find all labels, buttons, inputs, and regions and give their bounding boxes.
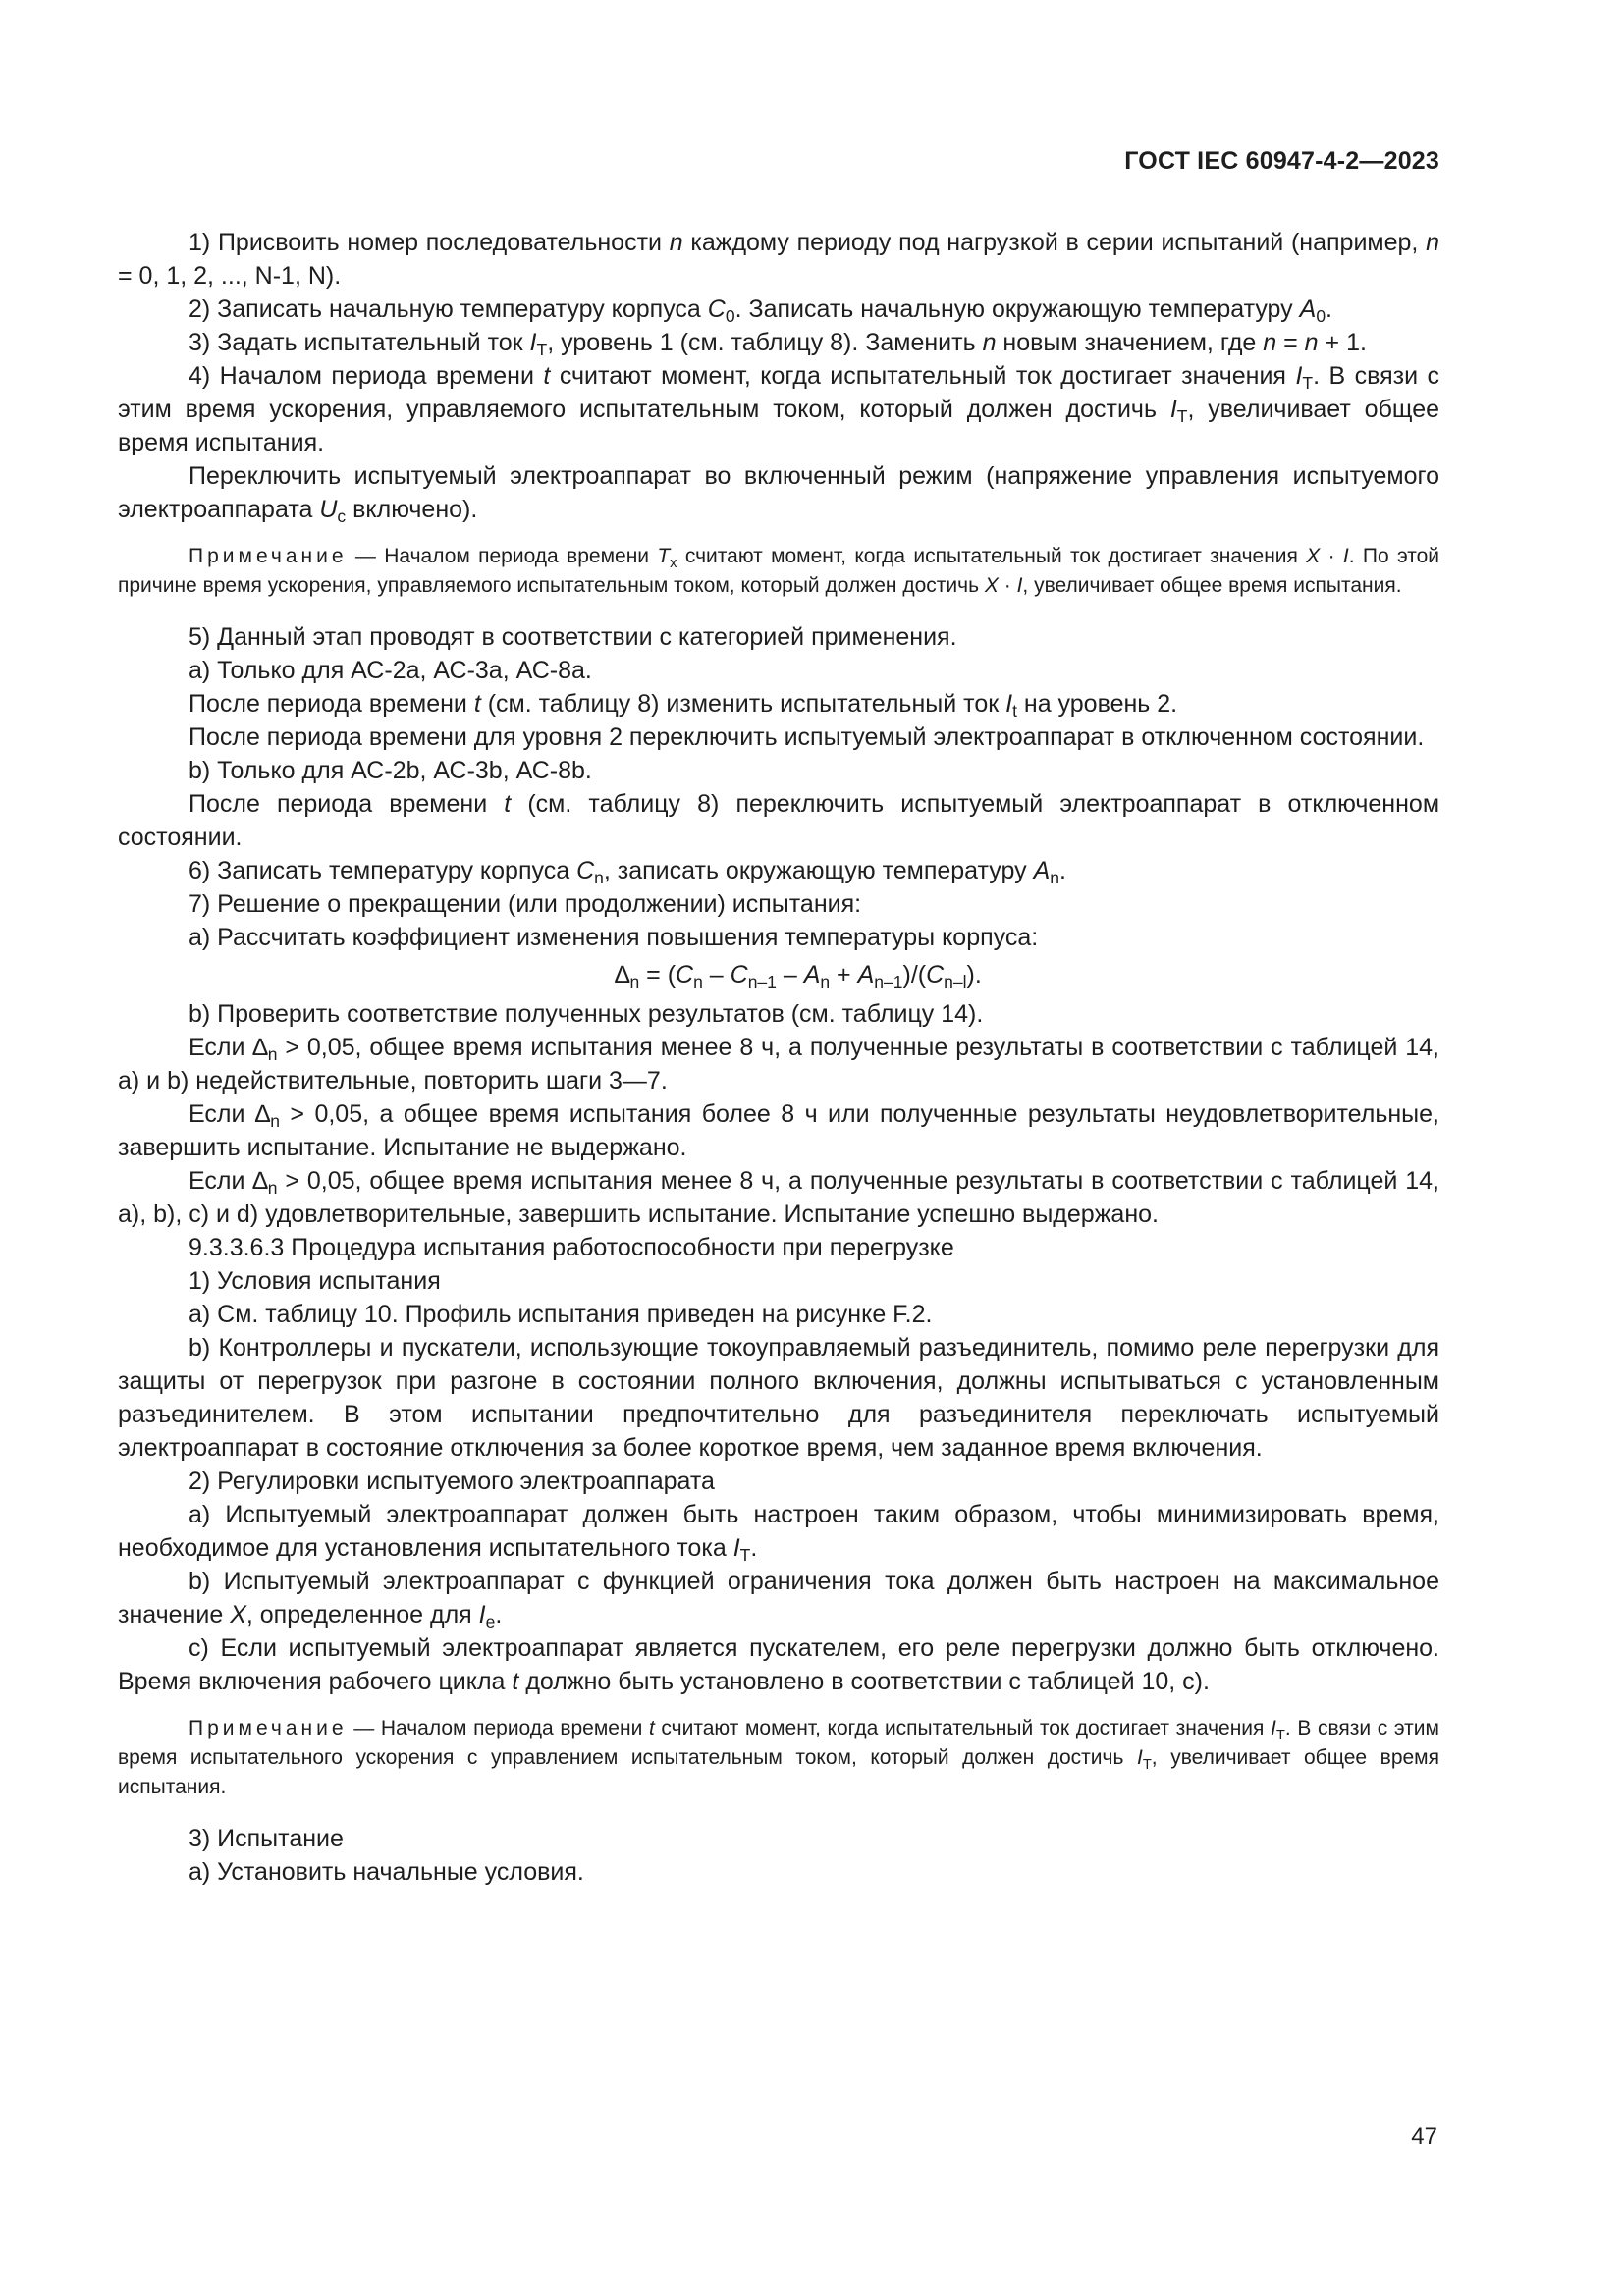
step-7: 7) Решение о прекращении (или продолжении) испытания: (189, 890, 862, 918)
step-7a: a) Рассчитать коэффициент изменения повышения температуры корпуса: (189, 924, 1039, 951)
condition-3: Если $\Delta_n > 0,05$, общее время испытания менее 8 ч, а полученные результаты в соответствии с таблицей 14, a), b), c) и d) удовлетворительные, завершить испытание. Испытание успешно выдержано. (118, 1167, 1439, 1228)
adjustments-2: 2) Регулировки испытуемого электроаппарата (189, 1468, 715, 1495)
test-3a: a) Установить начальные условия. (189, 1858, 584, 1886)
note-1: Примечание — Началом периода времени $T_x$ считают момент, когда испытательный ток достигает значения X · I. По этой причине время ускорения, управляемого испытательным током, который должен достичь X · I, увеличивает общее время испытания. (118, 545, 1440, 597)
adjustments-2a: a) Испытуемый электроаппарат должен быть настроен таким образом, чтобы минимизировать время, необходимое для установления испытательного тока $I_T$. (118, 1501, 1439, 1565)
adjustments-2b: b) Испытуемый электроаппарат с функцией ограничения тока должен быть настроен на максимальное значение X, определенное для $I_e$. (118, 1568, 1439, 1631)
step-6: 6) Записать температуру корпуса $C_n$, записать окружающую температуру $A_n$. (189, 857, 1066, 887)
adjustments-2c: c) Если испытуемый электроаппарат является пускателем, его реле перегрузки должно быть отключено. Время включения рабочего цикла t должно быть установлено в соответствии с таблицей 10, с). (118, 1634, 1439, 1695)
conditions-1a: a) См. таблицу 10. Профиль испытания приведен на рисунке F.2. (189, 1301, 933, 1328)
step-3: 3) Задать испытательный ток $I_T$, уровень 1 (см. таблицу 8). Заменить n новым значением, где n = n + 1. (189, 329, 1367, 359)
document-header: ГОСТ IEC 60947-4-2—2023 (1124, 147, 1439, 175)
step-5b: b) Только для АС-2b, АС-3b, АС-8b. (189, 757, 592, 784)
note-2: Примечание — Началом периода времени t считают момент, когда испытательный ток достигает значения $I_T$. В связи с этим время испытательного ускорения с управлением испытательным током, который должен достичь $I_T$, увеличивает общее время испытания. (118, 1717, 1439, 1798)
step-5a-1: После периода времени t (см. таблицу 8) изменить испытательный ток $I_t$ на уровень 2. (189, 690, 1178, 721)
test-3: 3) Испытание (189, 1825, 344, 1852)
step-5a: a) Только для АС-2а, АС-3а, АС-8а. (189, 657, 592, 684)
conditions-1: 1) Условия испытания (189, 1267, 441, 1295)
step-2: 2) Записать начальную температуру корпуса $C_0$. Записать начальную окружающую температуру $A_0$. (189, 295, 1332, 326)
step-5b-1: После периода времени t (см. таблицу 8) переключить испытуемый электроаппарат в отключенном состоянии. (118, 790, 1440, 851)
switch-on-paragraph: Переключить испытуемый электроаппарат во включенный режим (напряжение управления испытуемого электроаппарата $U_c$ включено). (118, 462, 1439, 526)
condition-2: Если $\Delta_n > 0,05$, а общее время испытания более 8 ч или полученные результаты неудовлетворительные, завершить испытание. Испытание не выдержано. (118, 1100, 1439, 1161)
section-heading: 9.3.3.6.3 Процедура испытания работоспособности при перегрузке (189, 1234, 954, 1261)
step-5: 5) Данный этап проводят в соответствии с категорией применения. (189, 623, 957, 651)
step-4: 4) Началом периода времени t считают момент, когда испытательный ток достигает значения $I_T$. В связи с этим время ускорения, управляемого испытательным током, который должен достичь $I_T$, увеличивает общее время испытания. (118, 362, 1439, 456)
document-body (118, 226, 1439, 1889)
conditions-1b: b) Контроллеры и пускатели, использующие токоуправляемый разъединитель, помимо реле перегрузки для защиты от перегрузок при разгоне в состоянии полного включения, должны испытываться с установленным разъединителем. В этом испытании предпочтительно для разъединителя переключать испытуемый электроаппарат в состояние отключения за более короткое время, чем заданное время включения. (118, 1334, 1439, 1462)
step-5a-2: После периода времени для уровня 2 переключить испытуемый электроаппарат в отключенном состоянии. (189, 723, 1425, 751)
page-number: 47 (1411, 2123, 1437, 2150)
condition-1: Если $\Delta_n > 0,05$, общее время испытания менее 8 ч, а полученные результаты в соответствии с таблицей 14, a) и b) недействительные, повторить шаги 3—7. (118, 1034, 1439, 1095)
formula-delta: $\Delta_n = (C_n - C_{n-1} - A_n + A_{n-1})/(C_{n-l})$. (615, 961, 982, 991)
step-7b: b) Проверить соответствие полученных результатов (см. таблицу 14). (189, 1000, 984, 1028)
step-1: 1) Присвоить номер последовательности n каждому периоду под нагрузкой в серии испытаний (например, n = 0, 1, 2, ..., N-1, N). (118, 229, 1439, 290)
